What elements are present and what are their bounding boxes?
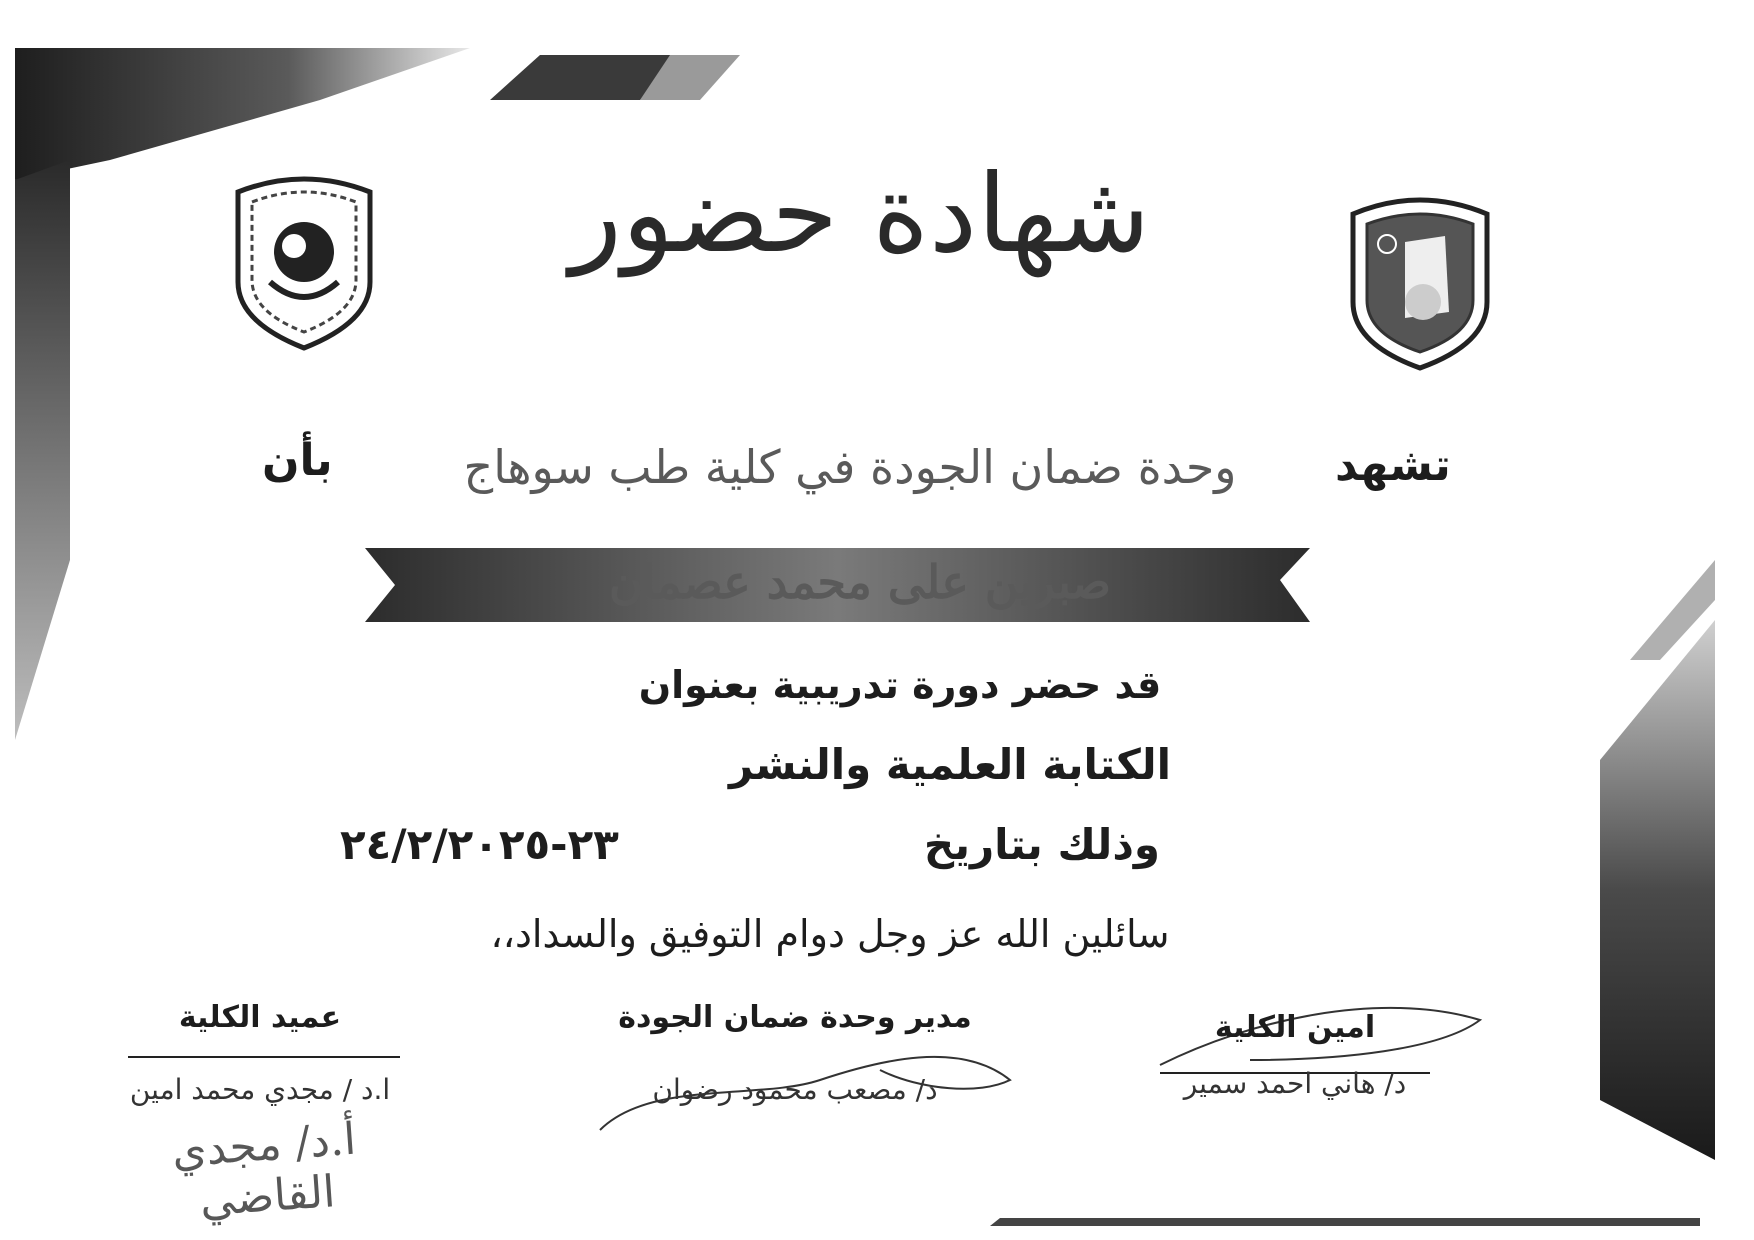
dean-stamp: أ.د/ مجدي القاضي	[170, 1113, 358, 1227]
date-value: ٢٣-٢٤/٢/٢٠٢٥	[340, 820, 619, 869]
frame-band-left	[15, 160, 70, 740]
certificate-title: شهادة حضور	[569, 152, 1151, 277]
frame-band-top-left	[15, 48, 470, 180]
signature-person: ا.د / مجدي محمد امين	[129, 1073, 391, 1106]
signature-role: عميد الكلية	[178, 1000, 342, 1035]
date-label: وذلك بتاريخ	[923, 820, 1160, 869]
course-title: الكتابة العلمية والنشر	[728, 740, 1172, 789]
signature-person: د/ مصعب محمود رضوان	[652, 1073, 938, 1106]
signature-block-dean	[100, 1000, 420, 1106]
signature-role: امين الكلية	[1214, 1010, 1376, 1045]
recipient-name: صبرين على محمد عصمان	[608, 555, 1111, 609]
university-crest-icon	[1345, 192, 1495, 372]
closing-prayer: سائلين الله عز وجل دوام التوفيق والسداد،،	[490, 912, 1170, 956]
issuer-name: وحدة ضمان الجودة في كلية طب سوهاج	[463, 440, 1237, 494]
testifies-word: تشهد	[1335, 440, 1451, 491]
signature-role: مدير وحدة ضمان الجودة	[618, 1000, 972, 1035]
frame-band-bottom	[990, 1218, 1700, 1226]
signature-block-secretary	[1150, 1010, 1440, 1100]
signature-block-quality-director	[590, 1000, 1000, 1106]
that-word: بأن	[262, 435, 333, 486]
signature-person: د/ هاني احمد سمير	[1183, 1067, 1407, 1100]
attendance-statement: قد حضر دورة تدريبية بعنوان	[638, 663, 1162, 707]
faculty-crest-icon	[230, 172, 378, 352]
frame-band-right	[1600, 620, 1715, 1160]
